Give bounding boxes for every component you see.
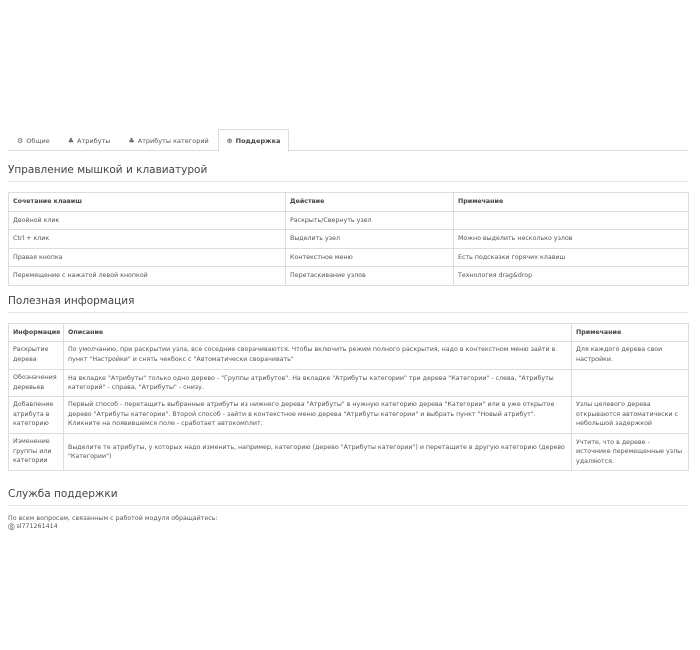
- tab-label: Атрибуты: [77, 136, 111, 145]
- skype-login[interactable]: sl771261414: [16, 523, 58, 530]
- table-row: [9, 267, 689, 286]
- table-cell: [454, 211, 689, 230]
- tab-support[interactable]: [218, 129, 290, 152]
- table-row: [9, 370, 689, 397]
- column-header: Сочетание клавиш: [9, 193, 286, 212]
- table-cell: Можно выделить несколько узлов: [454, 230, 689, 249]
- table-cell: По умолчанию, при раскрытии узла, все соседние сворачиваются. Чтобы включить режим полного раскрытия, надо в контекстном меню зайти в пункт "Настройки" и снять чекбокс с "Автоматически сворачивать": [64, 342, 572, 370]
- column-header: Описание: [64, 323, 572, 342]
- table-cell: Первый способ - перетащить выбранные атрибуты из нижнего дерева "Атрибуты" в нужную категорию дерева "Категории" или в уже открытое дерево "Атрибуты категории". Второй способ - зайти в контекстное меню дерева "Атрибуты категории" и выбрать пункт "Новый атрибут". Кликните на появившемся поле - сработает автокомплит.: [64, 397, 572, 434]
- table-cell: Учтите, что в дереве - источнике перемещенные узлы удаляются.: [572, 434, 689, 471]
- table-cell: Правая кнопка: [9, 248, 286, 267]
- life-ring-icon: ⊕: [226, 137, 233, 145]
- table-header-row: [9, 323, 689, 342]
- table-row: [9, 397, 689, 434]
- tab-category-attributes[interactable]: [119, 129, 217, 151]
- table-row: [9, 434, 689, 471]
- table-cell: Перемещение с нажатой левой кнопкой: [9, 267, 286, 286]
- table-row: [9, 248, 689, 267]
- tab-label: Общие: [26, 136, 50, 145]
- table-cell: Обозначения деревьев: [9, 370, 64, 397]
- tab-general[interactable]: [8, 129, 59, 151]
- shortcuts-table: [8, 192, 689, 286]
- column-header: Информация: [9, 323, 64, 342]
- column-header: Действие: [286, 193, 454, 212]
- column-header: Примечание: [454, 193, 689, 212]
- skype-icon: Ⓢ: [8, 523, 15, 531]
- table-cell: Двойной клик: [9, 211, 286, 230]
- table-cell: Для каждого дерева свои настройки.: [572, 342, 689, 370]
- tree-icon: ♣: [67, 136, 75, 145]
- table-row: [9, 230, 689, 249]
- table-cell: Контекстное меню: [286, 248, 454, 267]
- skype-contact[interactable]: [8, 523, 688, 531]
- support-page: [8, 129, 688, 531]
- tab-label: Поддержка: [235, 137, 281, 145]
- table-cell: Узлы целевого дерева открываются автоматически с небольшой задержкой: [572, 397, 689, 434]
- support-text: По всем вопросам, связанным с работой модуля обращайтесь:: [8, 515, 218, 522]
- table-cell: Выделите те атрибуты, у которых надо изменить, например, категорию (дерево "Атрибуты категории") и перетащите в другую категорию (дерево "Категории"): [64, 434, 572, 471]
- section-title-mouse: Управление мышкой и клавиатурой: [8, 164, 688, 182]
- table-cell: Изменение группы или категории: [9, 434, 64, 471]
- table-cell: Раскрытие дерева: [9, 342, 64, 370]
- tab-label: Атрибуты категорий: [137, 136, 209, 145]
- table-cell: На вкладке "Атрибуты" только одно дерево - "Группы атрибутов". На вкладке "Атрибуты категории" три дерева "Категории" - слева, "Атрибуты категорий" - справа, "Атрибуты" - снизу.: [64, 370, 572, 397]
- tab-attributes[interactable]: [59, 129, 120, 151]
- info-table: [8, 323, 689, 472]
- table-cell: Добавление атрибута в категорию: [9, 397, 64, 434]
- table-row: [9, 211, 689, 230]
- table-cell: Раскрыть/Свернуть узел: [286, 211, 454, 230]
- table-cell: Технология drag&drop: [454, 267, 689, 286]
- column-header: Примечание: [572, 323, 689, 342]
- section-title-info: Полезная информация: [8, 295, 688, 313]
- table-cell: Ctrl + клик: [9, 230, 286, 249]
- table-cell: Выделить узел: [286, 230, 454, 249]
- section-title-support: Служба поддержки: [8, 488, 688, 506]
- table-cell: [572, 370, 689, 397]
- table-cell: Есть подсказки горячих клавиш: [454, 248, 689, 267]
- table-header-row: [9, 193, 689, 212]
- table-row: [9, 342, 689, 370]
- gears-icon: ⚙: [17, 136, 24, 145]
- tree-icon: ♣: [128, 136, 135, 145]
- table-cell: Перетаскивание узлов: [286, 267, 454, 286]
- tab-bar: [8, 129, 688, 151]
